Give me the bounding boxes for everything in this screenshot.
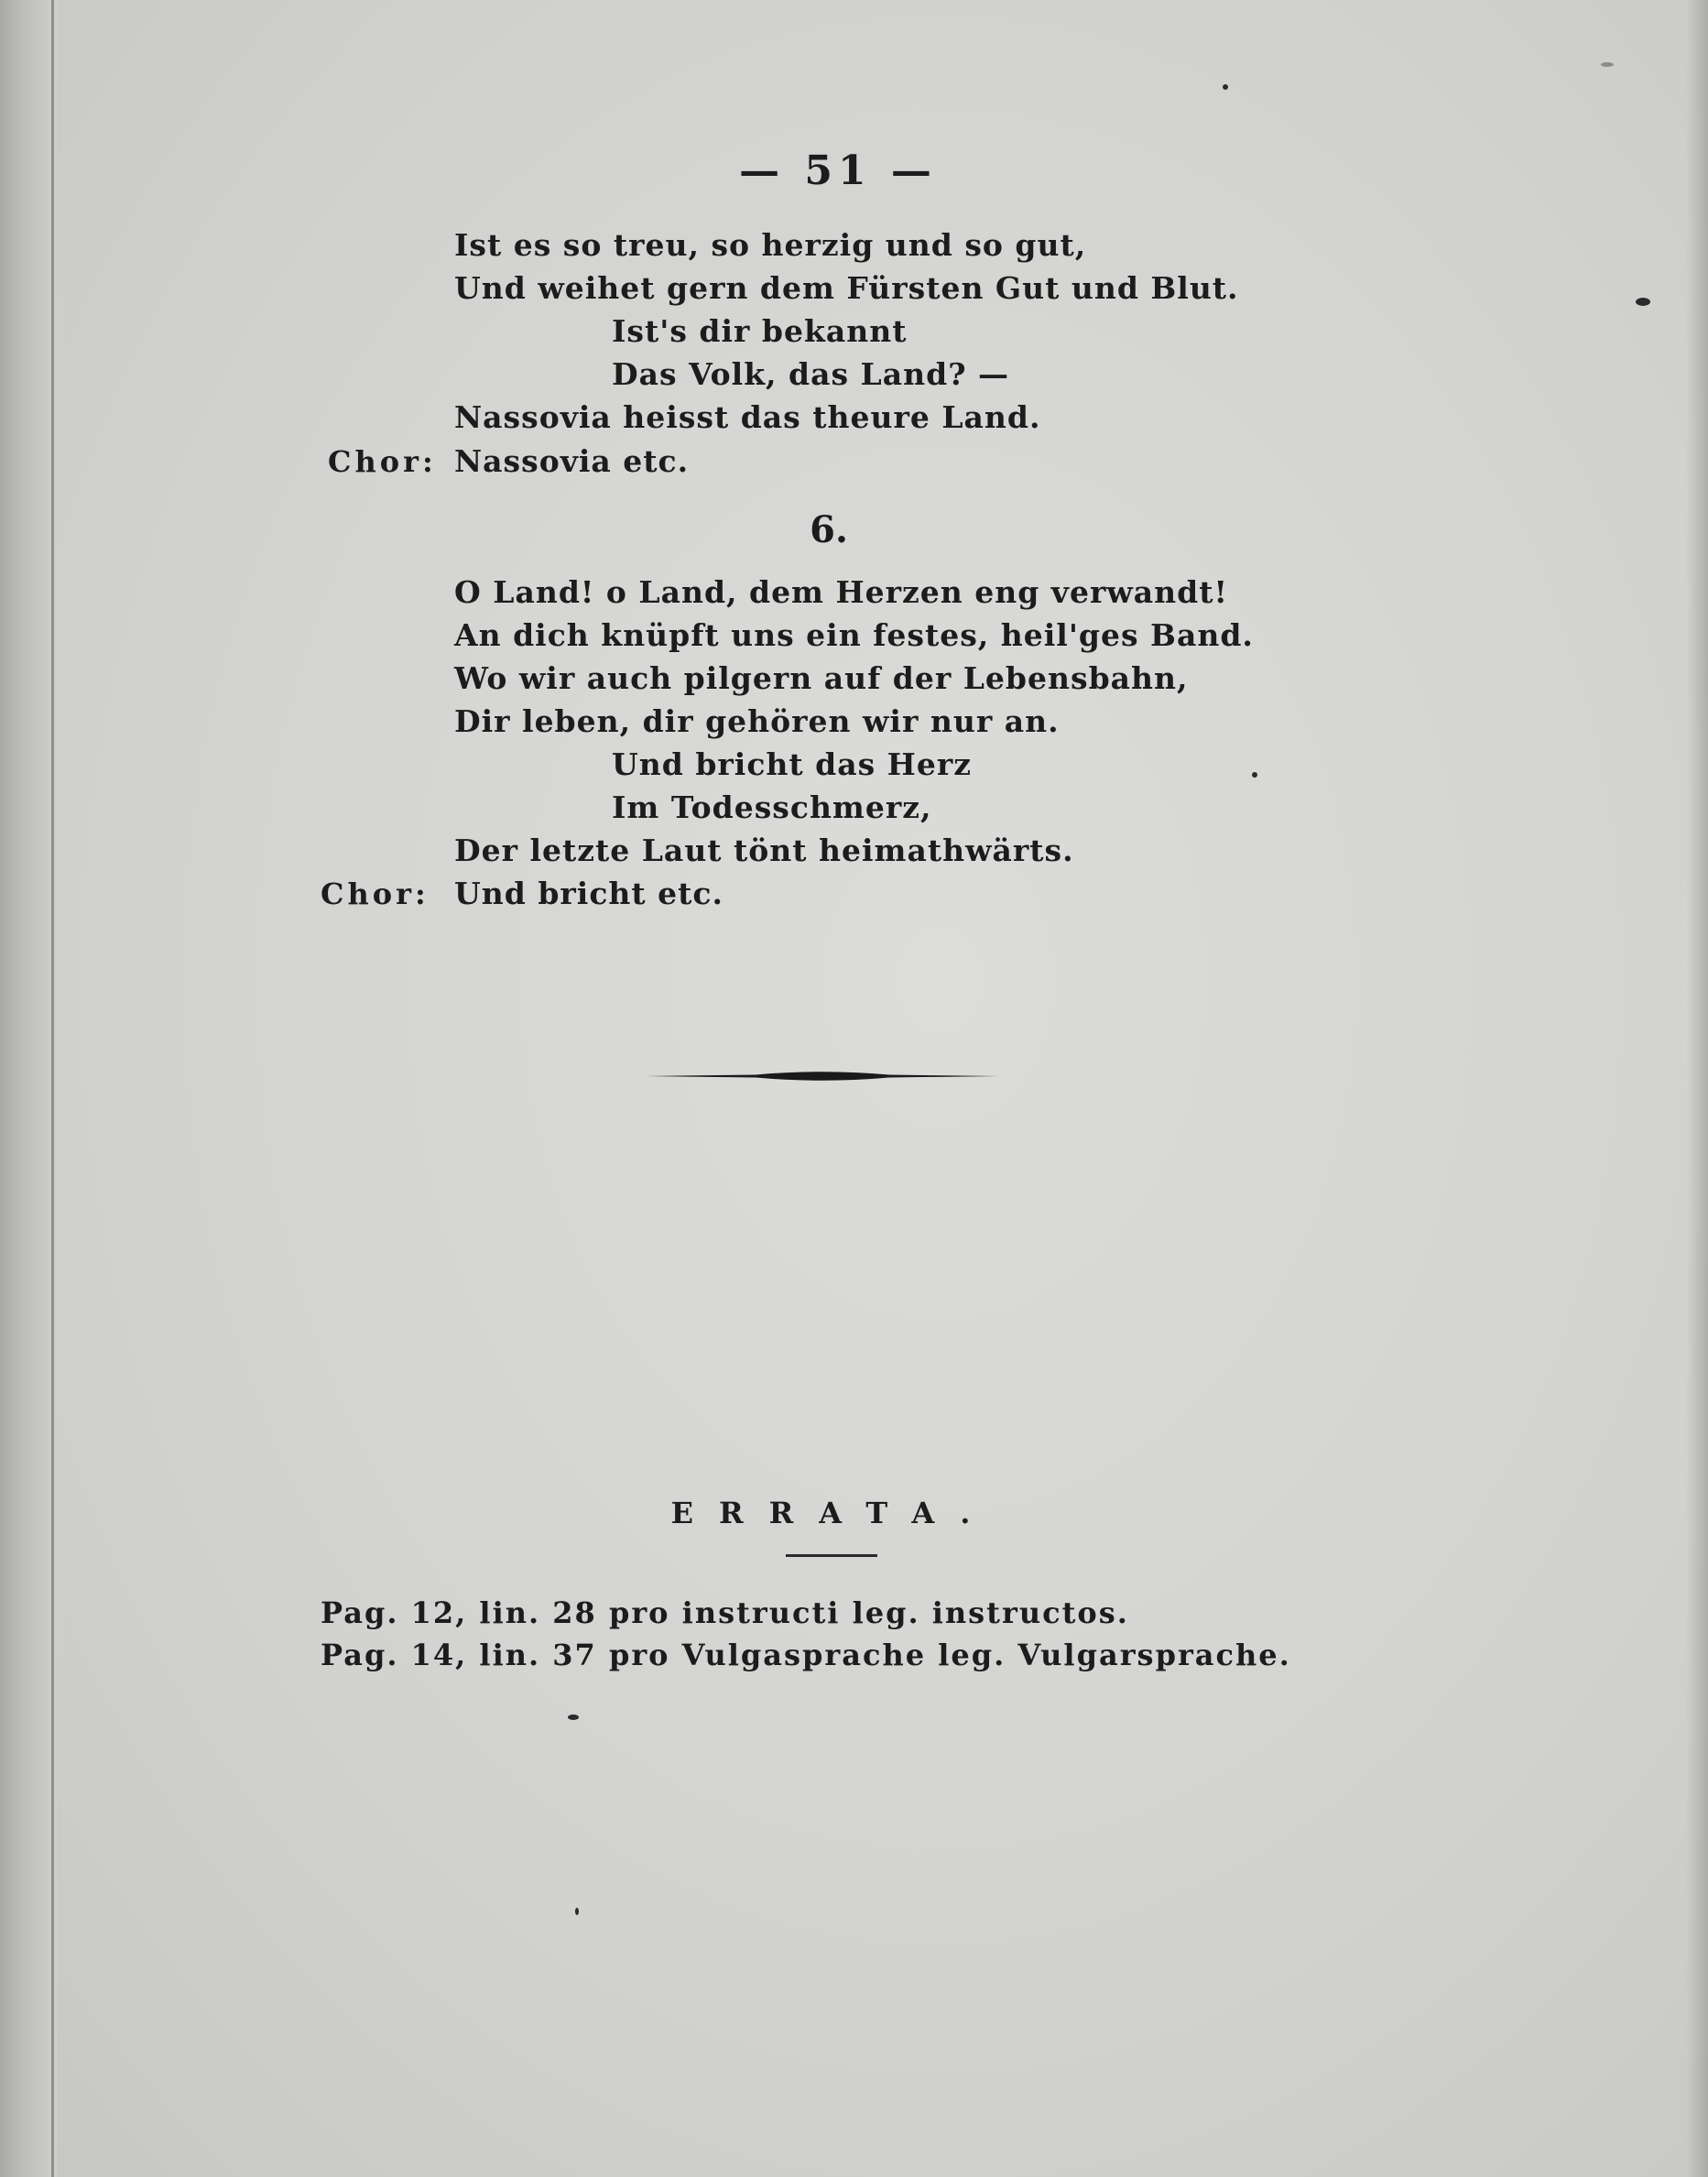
paper-speck xyxy=(568,1714,579,1720)
ornamental-rule xyxy=(646,1069,999,1083)
stanza-number: 6. xyxy=(810,508,848,551)
errata-title: ERRATA. xyxy=(670,1496,996,1530)
paper-speck xyxy=(1223,84,1228,90)
paper-speck xyxy=(1636,298,1650,306)
page-number: — 51 — xyxy=(739,147,937,194)
errata-line-1: Pag. 12, lin. 28 pro instructi leg. instructos. xyxy=(321,1595,1129,1630)
binding-gutter xyxy=(0,0,57,2177)
stanza5-line-4: Das Volk, das Land? — xyxy=(612,356,1010,392)
stanza6-line-6: Im Todesschmerz, xyxy=(612,789,932,825)
stanza6-chorus-line: Und bricht etc. xyxy=(454,876,723,911)
stanza6-line-7: Der letzte Laut tönt heimathwärts. xyxy=(454,833,1074,868)
stanza5-line-1: Ist es so treu, so herzig und so gut, xyxy=(454,227,1087,263)
stanza5-chorus-speaker: Chor: xyxy=(328,444,437,479)
stanza6-line-2: An dich knüpft uns ein festes, heil'ges Band. xyxy=(454,617,1254,653)
stanza5-line-2: Und weihet gern dem Fürsten Gut und Blut. xyxy=(454,270,1239,306)
paper-speck xyxy=(1252,772,1257,778)
stanza6-line-3: Wo wir auch pilgern auf der Lebensbahn, xyxy=(454,660,1189,696)
stanza5-chorus-line: Nassovia etc. xyxy=(454,443,690,479)
errata-line-2: Pag. 14, lin. 37 pro Vulgasprache leg. Vulgarsprache. xyxy=(321,1638,1291,1672)
paper-speck xyxy=(1601,62,1614,67)
stanza6-line-5: Und bricht das Herz xyxy=(612,746,972,782)
binding-edge-line xyxy=(51,0,54,2177)
page-edge-shadow xyxy=(1686,0,1708,2177)
paper-speck xyxy=(575,1908,579,1915)
stanza6-line-4: Dir leben, dir gehören wir nur an. xyxy=(454,703,1060,739)
stanza6-chorus-speaker: Chor: xyxy=(321,876,430,911)
errata-divider xyxy=(786,1554,877,1557)
stanza5-line-5: Nassovia heisst das theure Land. xyxy=(454,399,1041,435)
stanza6-line-1: O Land! o Land, dem Herzen eng verwandt! xyxy=(454,574,1228,610)
stanza5-line-3: Ist's dir bekannt xyxy=(612,313,908,349)
